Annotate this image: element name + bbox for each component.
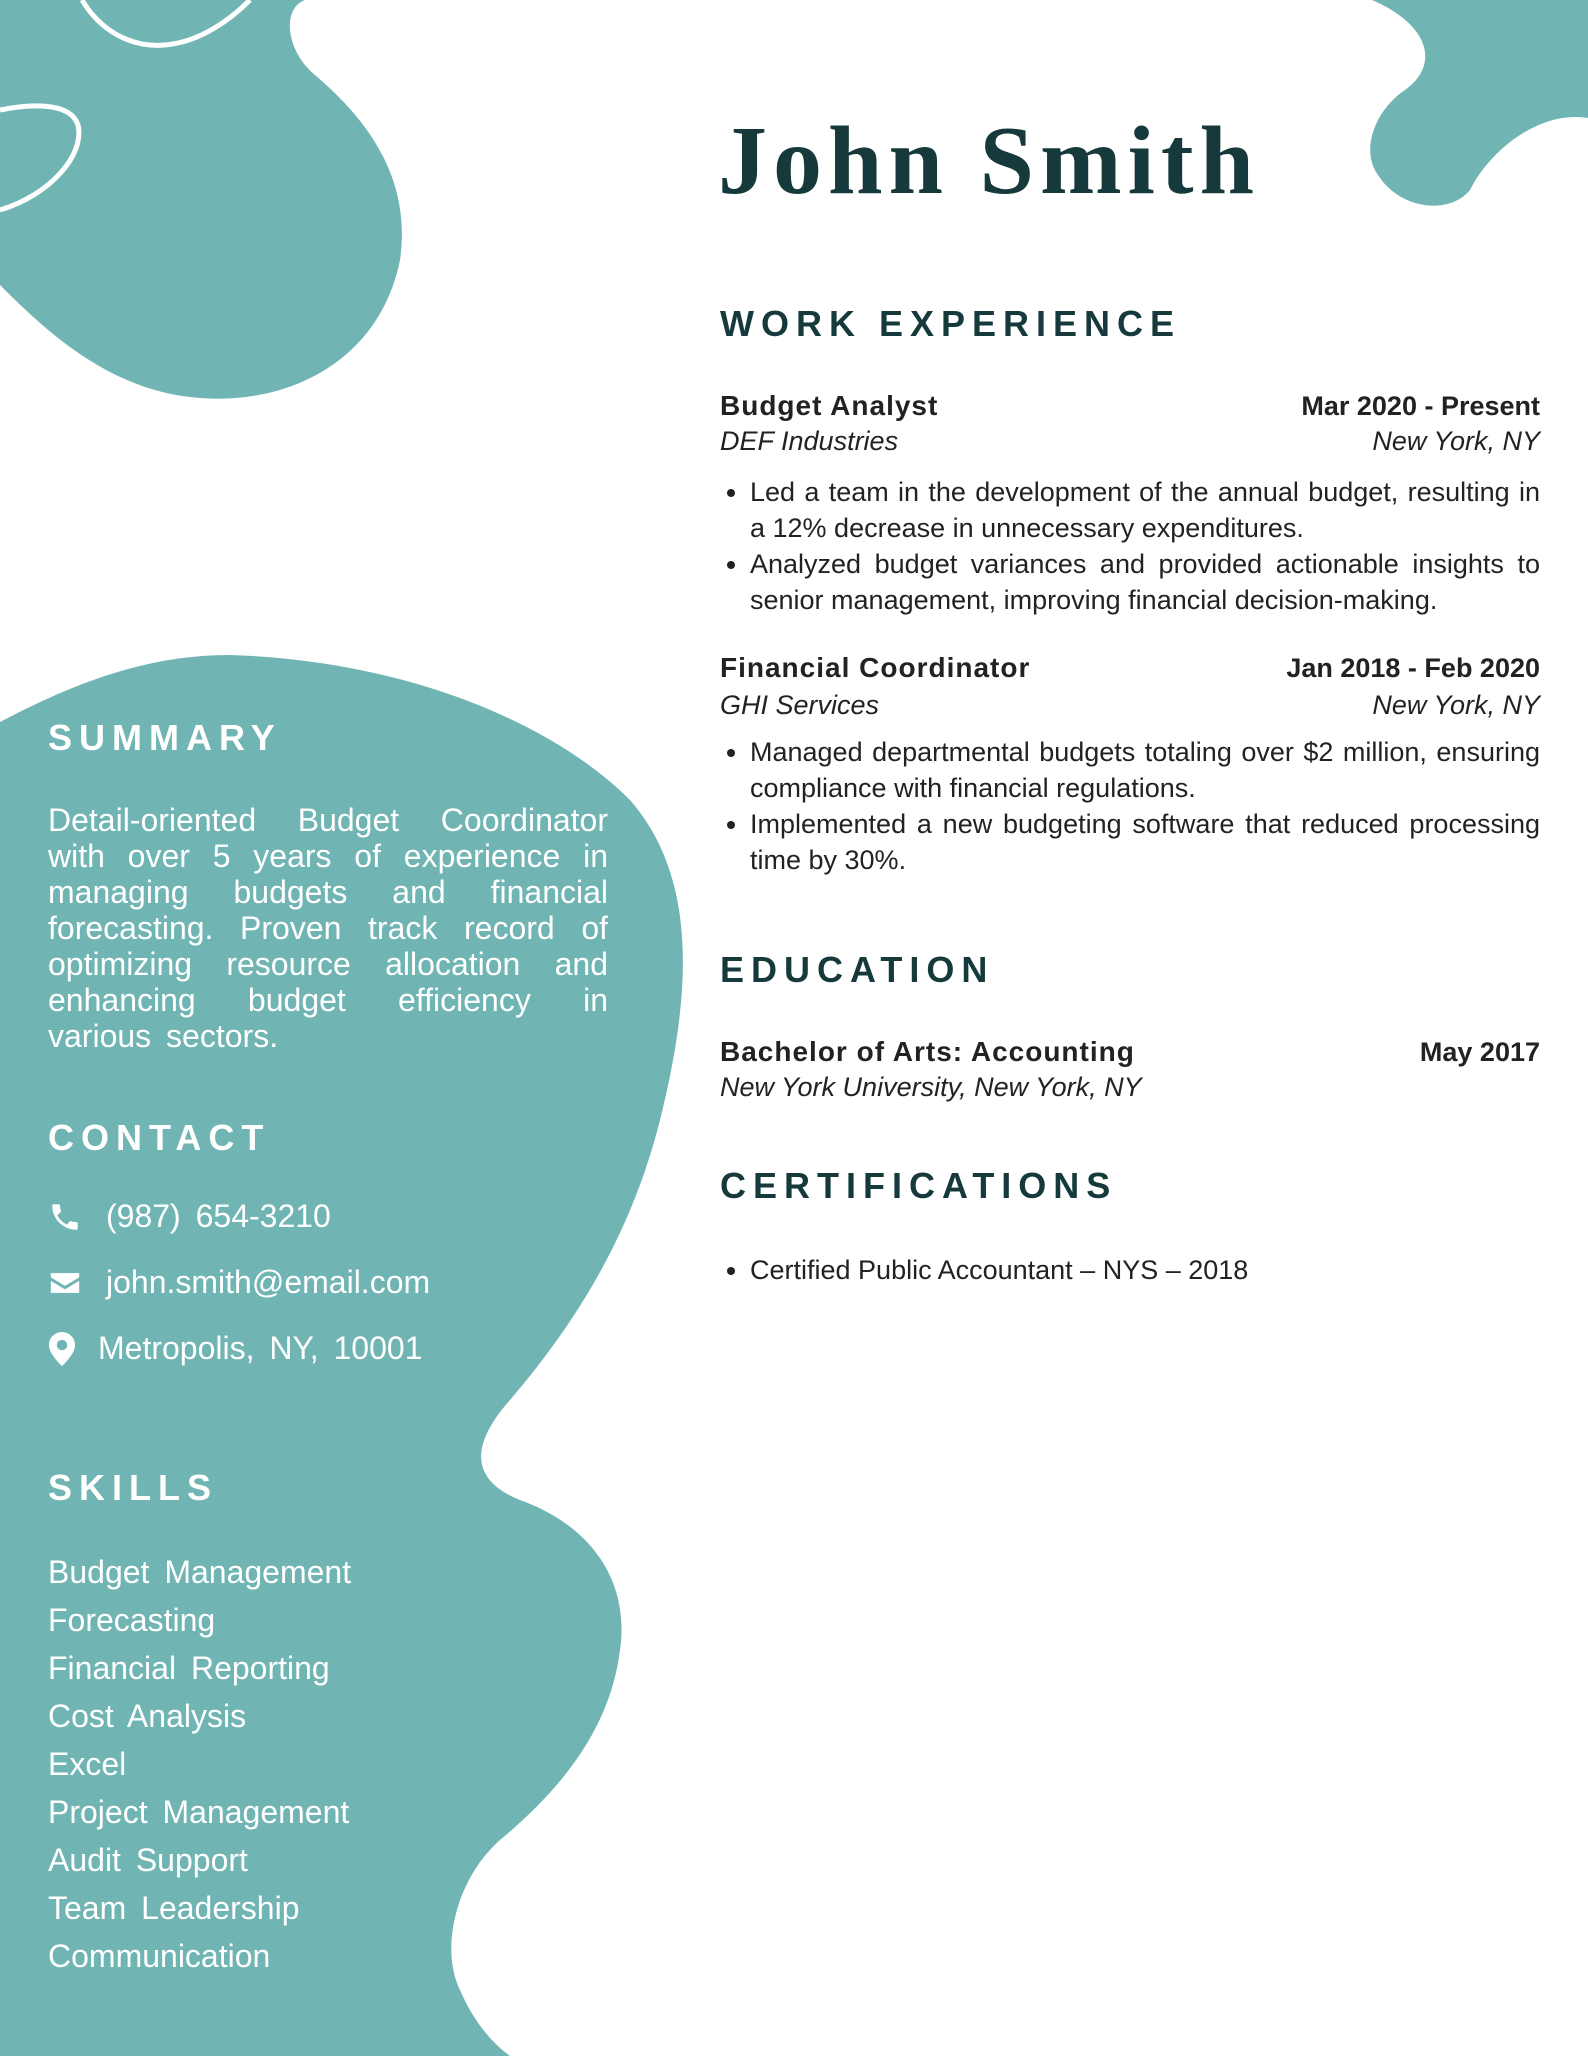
- job-1: [720, 390, 1540, 618]
- graduation-date: May 2017: [1419, 1037, 1540, 1067]
- education-subheader: [720, 1072, 1540, 1110]
- certifications-list: [720, 1252, 1540, 1288]
- contact-email: [48, 1264, 430, 1301]
- list-item: Budget Management: [48, 1554, 352, 1590]
- top-right-blob: [1370, 0, 1588, 206]
- summary-section: [48, 802, 608, 1054]
- address-text: Metropolis, NY, 10001: [98, 1330, 423, 1366]
- skills-heading: SKILLS: [48, 1467, 219, 1508]
- education-heading: EDUCATION: [720, 949, 995, 990]
- job-company: GHI Services: [720, 690, 880, 720]
- skills-list: [48, 1548, 351, 1980]
- job-2: [720, 652, 1540, 878]
- education-header: [720, 1036, 1540, 1072]
- list-item: • Certified Public Accountant – NYS – 2018: [750, 1252, 1540, 1288]
- list-item: • Managed departmental budgets totaling over $2 million, ensuring compliance with financial regulations.: [750, 734, 1540, 806]
- envelope-icon: [48, 1266, 82, 1300]
- top-left-blob: [0, 0, 402, 399]
- job-title: Budget Analyst: [720, 390, 939, 421]
- education-entry: [720, 1036, 1540, 1110]
- contact-heading: CONTACT: [48, 1117, 271, 1158]
- email-link[interactable]: john.smith@email.com: [106, 1264, 431, 1300]
- list-item: • Led a team in the development of the annual budget, resulting in a 12% decrease in unnecessary expenditures.: [750, 474, 1540, 546]
- job-2-bullets: [720, 734, 1540, 878]
- list-item: Cost Analysis: [48, 1698, 247, 1734]
- degree: Bachelor of Arts: Accounting: [720, 1036, 1135, 1067]
- summary-heading: SUMMARY: [48, 717, 282, 758]
- list-item: Forecasting: [48, 1602, 216, 1638]
- contact-address: [48, 1330, 422, 1367]
- job-company: DEF Industries: [720, 426, 899, 456]
- list-item: Financial Reporting: [48, 1650, 330, 1686]
- job-2-header: [720, 652, 1540, 690]
- list-item: Audit Support: [48, 1842, 248, 1878]
- summary-text: Detail-oriented Budget Coordinator with over 5 years of experience in managing budgets and financial forecasting. Proven track record of optimizing resource allocation and enhancing budget efficiency in various sectors.: [48, 802, 608, 1054]
- job-1-subheader: [720, 426, 1540, 464]
- certifications-heading: CERTIFICATIONS: [720, 1165, 1118, 1206]
- list-item: • Analyzed budget variances and provided actionable insights to senior management, improving financial decision-making.: [750, 546, 1540, 618]
- list-item: Team Leadership: [48, 1890, 300, 1926]
- job-dates: Jan 2018 - Feb 2020: [1286, 653, 1540, 683]
- contact-phone: [48, 1198, 331, 1235]
- job-title: Financial Coordinator: [720, 652, 1031, 683]
- map-pin-icon: [48, 1332, 76, 1366]
- job-1-bullets: [720, 474, 1540, 618]
- list-item: • Implemented a new budgeting software that reduced processing time by 30%.: [750, 806, 1540, 878]
- job-2-subheader: [720, 690, 1540, 728]
- job-1-header: [720, 390, 1540, 426]
- job-location: New York, NY: [1372, 690, 1540, 720]
- phone-icon: [48, 1200, 82, 1234]
- certifications-list-wrap: [720, 1252, 1540, 1288]
- list-item: Communication: [48, 1938, 271, 1974]
- work-experience-heading: WORK EXPERIENCE: [720, 303, 1182, 344]
- list-item: Excel: [48, 1746, 127, 1782]
- job-dates: Mar 2020 - Present: [1301, 391, 1540, 421]
- school: New York University, New York, NY: [720, 1072, 1142, 1102]
- phone-number[interactable]: (987) 654-3210: [106, 1198, 331, 1234]
- job-location: New York, NY: [1372, 426, 1540, 456]
- candidate-name: John Smith: [718, 107, 1261, 215]
- list-item: Project Management: [48, 1794, 350, 1830]
